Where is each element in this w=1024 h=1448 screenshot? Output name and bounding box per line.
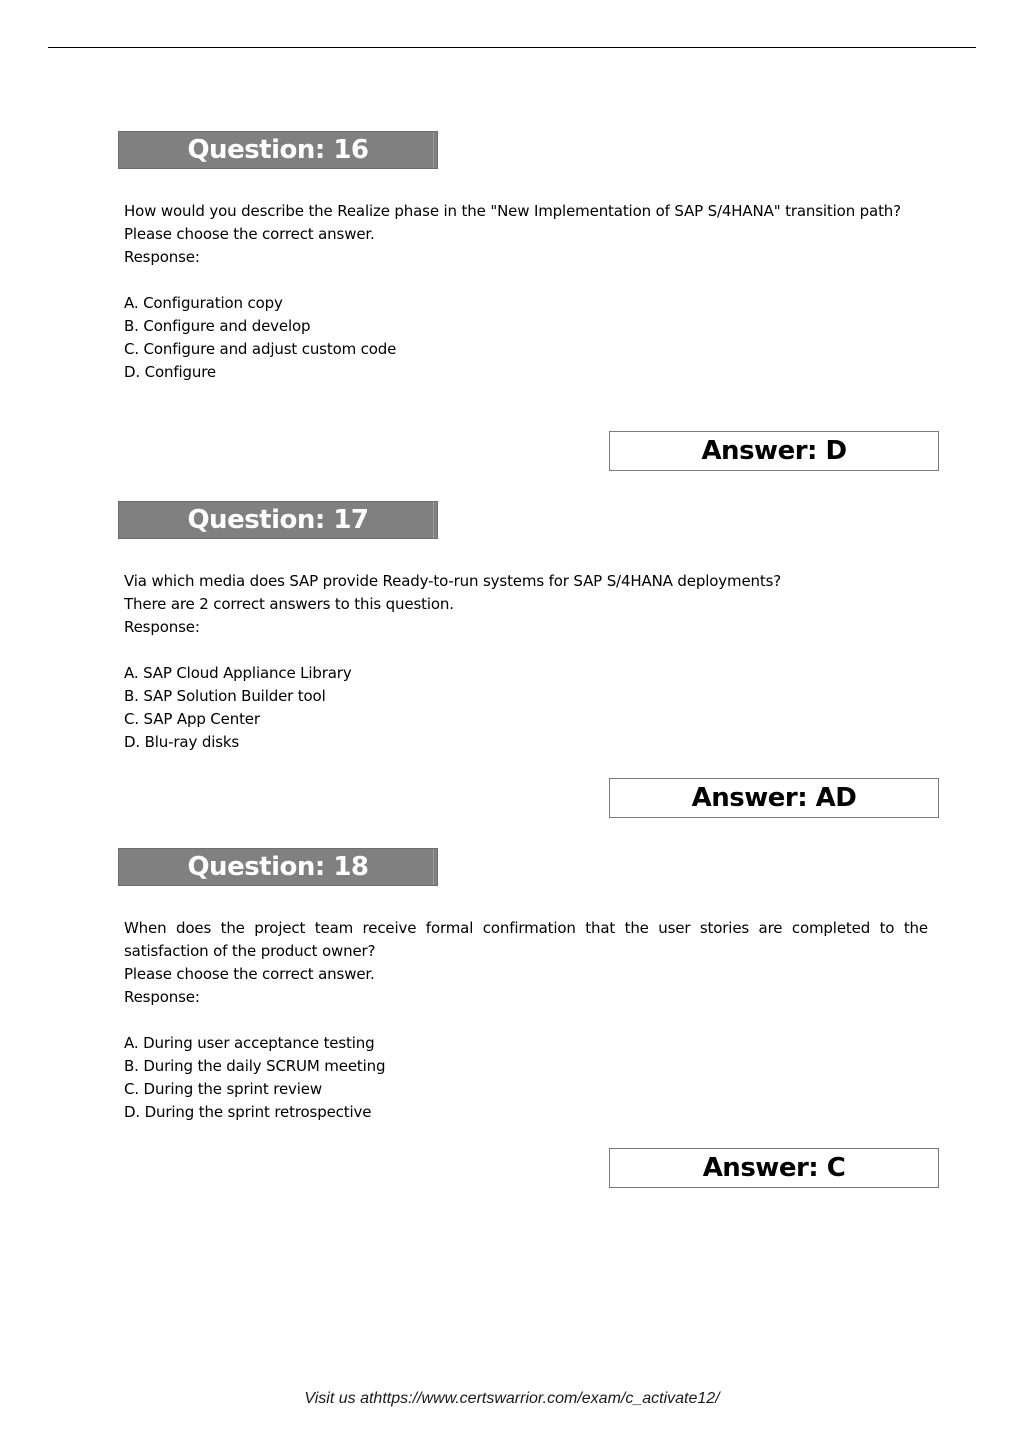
option-list <box>124 292 928 384</box>
question-text: How would you describe the Realize phase in the "New Implementation of SAP S/4HANA" transition path? <box>124 202 901 220</box>
option-item: B. SAP Solution Builder tool <box>124 687 326 705</box>
question-body <box>124 917 928 1124</box>
option-item: D. Blu-ray disks <box>124 733 240 751</box>
option-item: A. Configuration copy <box>124 294 283 312</box>
footer-link[interactable]: Visit us athttps://www.certswarrior.com/exam/c_activate12/ <box>304 1390 720 1407</box>
answer-box <box>609 778 939 818</box>
question-header <box>118 501 438 539</box>
question-instruction: Please choose the correct answer. <box>124 225 375 243</box>
question-instruction: Please choose the correct answer. <box>124 965 375 983</box>
answer-text: Answer: C <box>702 1153 846 1183</box>
response-label: Response: <box>124 988 200 1006</box>
question-title: Question: 16 <box>187 135 369 165</box>
question-text: Via which media does SAP provide Ready-to-run systems for SAP S/4HANA deployments? <box>124 572 782 590</box>
answer-box <box>609 431 939 471</box>
option-item: D. Configure <box>124 363 216 381</box>
question-instruction: There are 2 correct answers to this question. <box>124 595 454 613</box>
answer-text: Answer: D <box>701 436 847 466</box>
option-item: A. During user acceptance testing <box>124 1034 375 1052</box>
option-item: C. Configure and adjust custom code <box>124 340 397 358</box>
question-header <box>118 848 438 886</box>
option-list <box>124 1032 928 1124</box>
question-title: Question: 17 <box>187 505 369 535</box>
option-item: B. During the daily SCRUM meeting <box>124 1057 386 1075</box>
top-rule <box>48 47 976 48</box>
option-item: A. SAP Cloud Appliance Library <box>124 664 352 682</box>
question-body <box>124 570 928 754</box>
response-label: Response: <box>124 618 200 636</box>
question-header <box>118 131 438 169</box>
option-item: C. SAP App Center <box>124 710 260 728</box>
question-title: Question: 18 <box>187 852 369 882</box>
answer-box <box>609 1148 939 1188</box>
answer-text: Answer: AD <box>691 783 857 813</box>
question-text: When does the project team receive formal confirmation that the user stories are completed to the satisfaction of the product owner? <box>124 919 928 960</box>
option-list <box>124 662 928 754</box>
option-item: B. Configure and develop <box>124 317 311 335</box>
response-label: Response: <box>124 248 200 266</box>
option-item: C. During the sprint review <box>124 1080 322 1098</box>
option-item: D. During the sprint retrospective <box>124 1103 372 1121</box>
question-body <box>124 200 928 384</box>
